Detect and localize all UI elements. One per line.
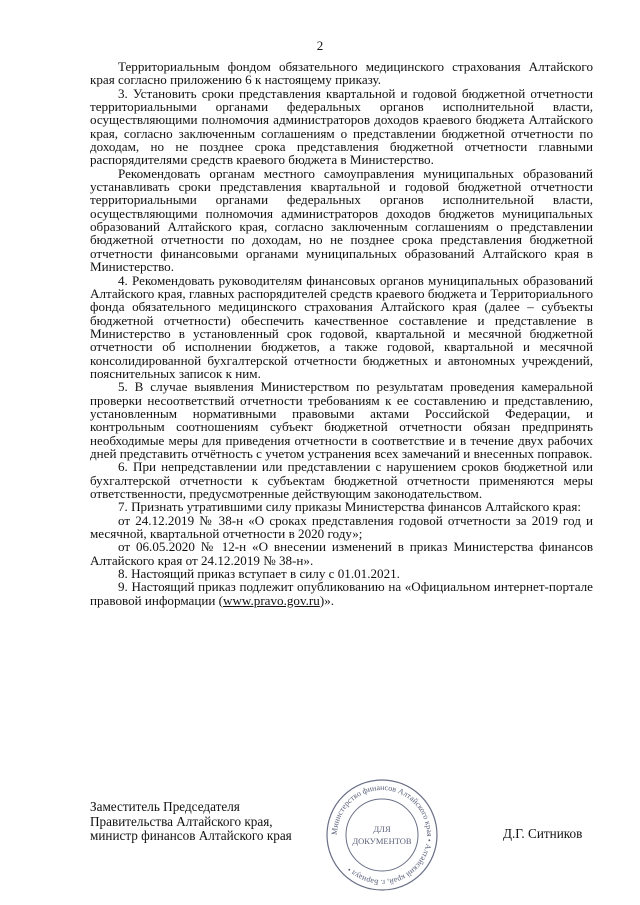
signatory-title-line-1: Заместитель Председателя [90, 799, 240, 814]
paragraph-4: 4. Рекомендовать руководителям финансовых органов муниципальных образований Алтайского края, главных распорядителей средств краевого бюджета и Территориального фонда обязательного медицинского страхования Алтайского края (далее – субъекты бюджетной отчетности) обеспечить качественное составление и представление в Министерство в установленный срок годовой, квартальной и месячной бюджетной отчетности об исполнении бюджетов, а также годовой, квартальной и месячной консолидированной бухгалтерской отчетности бюджетных и автономных учреждений, пояснительных записок к ним. [90, 272, 593, 381]
signatory-title [90, 800, 292, 844]
paragraph-9-tail: )». [319, 592, 335, 608]
paragraph-9 [90, 580, 593, 607]
paragraph-3-recommend: Рекомендовать органам местного самоуправления муниципальных образований устанавливать сроки представления квартальной и годовой бюджетной отчетности территориальными органами федеральных органов исполнительной власти, осуществляющими полномочия администраторов доходов бюджетов муниципальных образований Алтайского края, согласно заключенным соглашениям о представлении бюджетной отчетности по доходам, но не позднее срока представления бюджетной отчетности финансовыми органами муниципальных образований Алтайского края в Министерство. [90, 165, 593, 275]
page-number: 2 [316, 38, 324, 53]
signatory-name: Д.Г. Ситников [503, 826, 583, 841]
paragraph-7-order-12n: от 06.05.2020 № 12-н «О внесении изменений в приказ Министерства финансов Алтайского края от 24.12.2019 № 38-н». [90, 539, 593, 568]
stamp-center-line-1: ДЛЯ [373, 824, 391, 834]
paragraph-fund-continuation: Территориальным фондом обязательного медицинского страхования Алтайского края согласно приложению 6 к настоящему приказу. [90, 59, 593, 88]
document-body [90, 60, 593, 607]
paragraph-8: 8. Настоящий приказ вступает в силу с 01.01.2021. [118, 566, 400, 582]
signatory-title-line-2: Правительства Алтайского края, [90, 813, 273, 829]
official-stamp [322, 775, 442, 895]
paragraph-5: 5. В случае выявления Министерством по результатам проведения камеральной проверки несоответствий отчетности требованиям к ее составлению и представлению, установленным нормативными правовыми актами Российской Федерации, и контрольным соотношениям субъект бюджетной отчетности обязан предпринять необходимые меры для приведения отчетности в соответствие и в течение двух рабочих дней представить отчётность с учетом устранения всех замечаний и внесенных поправок. [90, 379, 593, 461]
paragraph-9-text: 9. Настоящий приказ подлежит опубликованию на «Официальном интернет-портале правовой информации ( [90, 579, 593, 608]
paragraph-6: 6. При непредставлении или представлении с нарушением сроков бюджетной или бухгалтерской отчетности к субъектам бюджетной отчетности применяются меры ответственности, предусмотренные действующим законодательством. [90, 459, 593, 501]
paragraph-7-order-38n: от 24.12.2019 № 38-н «О сроках представления годовой отчетности за 2019 год и месячной, квартальной отчетности в 2020 году»; [90, 512, 593, 542]
paragraph-7: 7. Признать утратившими силу приказы Министерства финансов Алтайского края: [118, 499, 581, 515]
signatory-title-line-3: министр финансов Алтайского края [90, 828, 292, 844]
stamp-ring-text: Министерство финансов Алтайского края • Алтайский край, г. Барнаул • [329, 782, 435, 888]
stamp-center-line-2: ДОКУМЕНТОВ [352, 836, 412, 846]
pravo-link[interactable]: www.pravo.gov.ru [222, 592, 320, 608]
paragraph-3: 3. Установить сроки представления квартальной и годовой бюджетной отчетности территориальными органами федеральных органов исполнительной власти, осуществляющими полномочия администраторов доходов краевого бюджета Алтайского края, согласно заключенным соглашениям о представлении бюджетной отчетности по доходам, но не позднее срока представления бюджетной отчетности главными распорядителями средств краевого бюджета в Министерство. [90, 85, 593, 168]
